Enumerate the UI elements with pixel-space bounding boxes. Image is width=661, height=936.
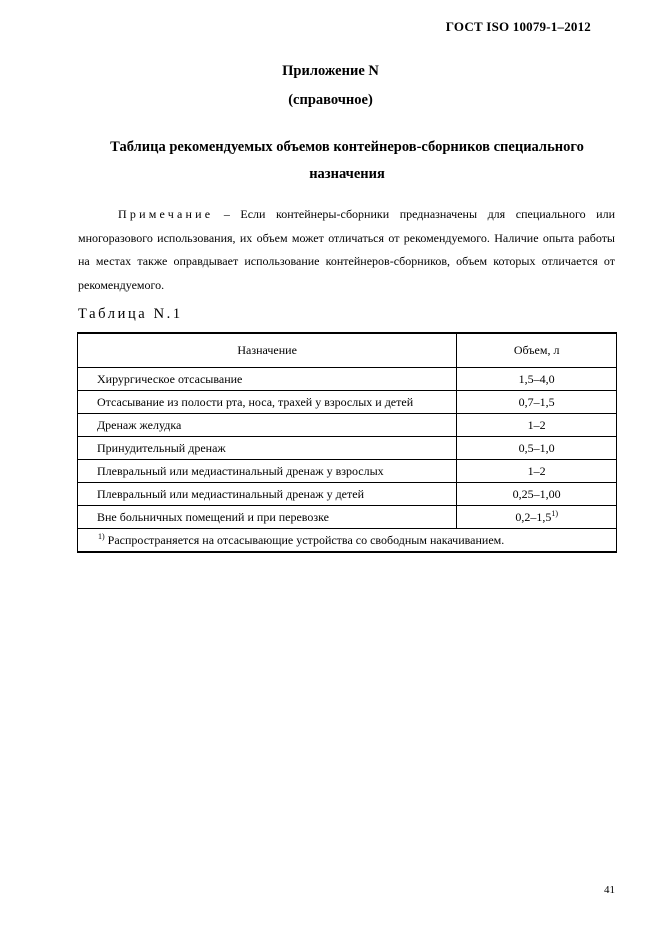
cell-volume: [457, 506, 617, 529]
volume-value: 1–2: [527, 417, 546, 432]
table-row: [78, 437, 617, 460]
note-paragraph: [78, 203, 615, 297]
cell-volume: [457, 437, 617, 460]
table-label: Таблица N.1: [78, 306, 183, 322]
column-header-purpose: Назначение: [78, 333, 457, 368]
cell-volume: [457, 368, 617, 391]
cell-volume: [457, 460, 617, 483]
cell-purpose: Дренаж желудка: [78, 414, 457, 437]
note-text: Если контейнеры-сборники предназначены для специального или многоразового использования, их объем может отличаться от рекомендуемого. Наличие опыта работы на местах также оправдывает использование контейнеров-сборников, объем которых отличается от рекомендуемого.: [78, 207, 616, 292]
page-number: 41: [604, 884, 615, 896]
table-heading: Таблица рекомендуемых объемов контейнеров-сборников специального назначения: [110, 139, 584, 182]
note-label: Примечание: [118, 207, 214, 221]
cell-volume: [457, 414, 617, 437]
volume-value: 0,7–1,5: [518, 394, 555, 409]
table-row: [78, 391, 617, 414]
table-header-row: [78, 333, 617, 368]
volume-value: 0,25–1,00: [512, 486, 561, 501]
cell-purpose: Принудительный дренаж: [78, 437, 457, 460]
volume-value: 0,5–1,0: [518, 440, 555, 455]
table-footnote-row: [78, 529, 617, 553]
cell-volume: [457, 483, 617, 506]
volume-value: 1–2: [527, 463, 546, 478]
table-footnote: [78, 529, 617, 553]
table-row: [78, 414, 617, 437]
document-code: ГОСТ ISO 10079-1–2012: [445, 19, 591, 34]
cell-volume: [457, 391, 617, 414]
note-dash: –: [213, 207, 241, 221]
appendix-subtitle: (справочное): [288, 92, 373, 108]
table-row: [78, 483, 617, 506]
table-body: [78, 368, 617, 553]
cell-purpose: Отсасывание из полости рта, носа, трахей у взрослых и детей: [78, 391, 457, 414]
table-row: [78, 460, 617, 483]
volume-footnote-ref: 1): [551, 508, 558, 518]
table-row: [78, 368, 617, 391]
volume-value: 1,5–4,0: [518, 371, 555, 386]
volume-value: 0,2–1,5: [515, 509, 552, 524]
footnote-marker: 1): [98, 531, 105, 541]
volume-table: [77, 332, 617, 553]
cell-purpose: Плевральный или медиастинальный дренаж у взрослых: [78, 460, 457, 483]
cell-purpose: Плевральный или медиастинальный дренаж у детей: [78, 483, 457, 506]
footnote-text: Распространяется на отсасывающие устройства со свободным накачиванием.: [107, 532, 505, 547]
cell-purpose: Хирургическое отсасывание: [78, 368, 457, 391]
table-row: [78, 506, 617, 529]
column-header-volume: Объем, л: [457, 333, 617, 368]
appendix-title: Приложение N: [282, 63, 379, 79]
cell-purpose: Вне больничных помещений и при перевозке: [78, 506, 457, 529]
